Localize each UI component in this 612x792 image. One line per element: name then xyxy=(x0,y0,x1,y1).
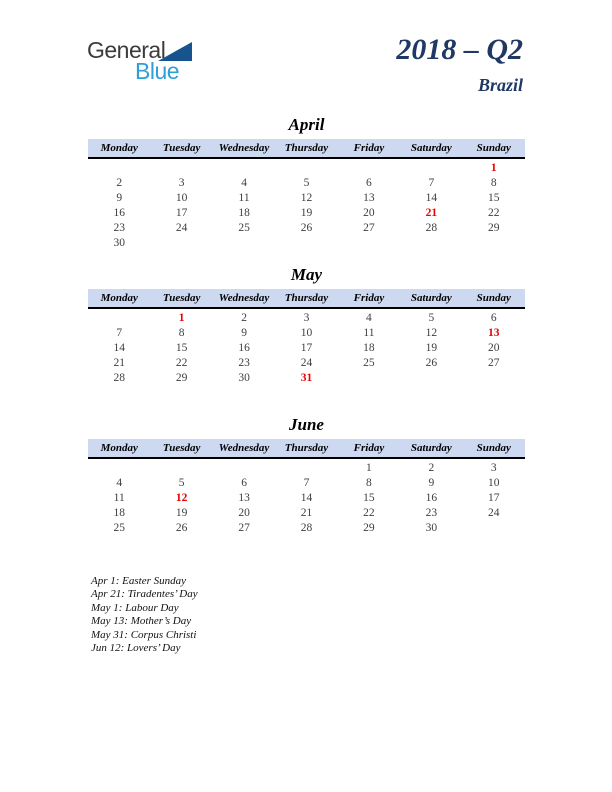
week-row xyxy=(88,161,525,176)
date-cell: 5 xyxy=(303,177,310,189)
date-cell: 25 xyxy=(363,357,375,369)
date-cell: 7 xyxy=(303,477,310,489)
date-cell: 2 xyxy=(116,177,123,189)
date-cell: 11 xyxy=(363,327,375,339)
date-cell: 22 xyxy=(175,357,188,369)
day-header-thursday: Thursday xyxy=(284,442,329,454)
date-cell: 27 xyxy=(488,357,500,369)
date-cell: 14 xyxy=(300,492,313,504)
date-cell-holiday: 21 xyxy=(425,207,438,219)
day-header-saturday: Saturday xyxy=(410,442,452,454)
date-cell: 4 xyxy=(116,477,123,489)
date-cell-empty xyxy=(275,236,337,251)
month-april xyxy=(88,114,525,251)
date-cell: 21 xyxy=(300,507,313,519)
date-cell-empty xyxy=(213,236,275,251)
day-header-row xyxy=(88,139,525,159)
date-cell: 29 xyxy=(175,372,188,384)
logo-text-blue: Blue xyxy=(135,58,180,84)
date-cell-empty xyxy=(150,461,212,476)
date-cell: 29 xyxy=(363,522,375,534)
date-cell: 2 xyxy=(428,462,435,474)
date-cell-empty xyxy=(213,161,275,176)
holiday-note: May 31: Corpus Christi xyxy=(91,628,197,641)
date-cell: 15 xyxy=(175,342,188,354)
day-header-sunday: Sunday xyxy=(476,292,511,304)
week-row xyxy=(88,371,525,386)
day-header-monday: Monday xyxy=(100,442,138,454)
holiday-note: Apr 21: Tiradentes’ Day xyxy=(91,588,198,601)
date-cell: 11 xyxy=(238,192,250,204)
date-cell: 8 xyxy=(366,477,372,489)
month-title: April xyxy=(288,115,325,134)
page-subtitle-country: Brazil xyxy=(477,75,523,95)
date-cell: 3 xyxy=(490,462,497,474)
week-row xyxy=(88,341,525,356)
day-header-thursday: Thursday xyxy=(284,292,329,304)
date-cell-empty xyxy=(88,311,150,326)
date-cell: 16 xyxy=(238,342,250,354)
date-cell-empty xyxy=(400,371,462,386)
date-cell: 22 xyxy=(488,207,500,219)
day-header-wednesday: Wednesday xyxy=(218,442,270,454)
holiday-note: Jun 12: Lovers’ Day xyxy=(91,642,181,655)
day-header-saturday: Saturday xyxy=(410,292,452,304)
date-cell: 15 xyxy=(363,492,375,504)
date-cell: 28 xyxy=(425,222,438,234)
date-cell-empty xyxy=(150,236,212,251)
date-cell: 25 xyxy=(238,222,250,234)
date-cell: 28 xyxy=(300,522,313,534)
date-grid xyxy=(88,161,525,251)
date-cell: 26 xyxy=(175,522,188,534)
date-cell: 22 xyxy=(363,507,375,519)
month-title: June xyxy=(289,415,324,434)
date-cell: 30 xyxy=(425,522,438,534)
week-row xyxy=(88,506,525,521)
date-cell-empty xyxy=(338,236,400,251)
date-cell: 13 xyxy=(238,492,250,504)
date-cell: 4 xyxy=(366,312,372,324)
date-cell: 5 xyxy=(178,477,185,489)
date-cell: 29 xyxy=(488,222,500,234)
week-row xyxy=(88,191,525,206)
date-cell: 3 xyxy=(303,312,310,324)
date-cell-empty xyxy=(88,461,150,476)
date-cell: 16 xyxy=(113,207,125,219)
date-cell: 17 xyxy=(175,207,188,219)
date-cell: 18 xyxy=(113,507,125,519)
date-cell-empty xyxy=(463,521,525,536)
week-row xyxy=(88,491,525,506)
date-cell: 23 xyxy=(113,222,125,234)
date-cell-empty xyxy=(150,161,212,176)
date-cell-holiday: 13 xyxy=(488,327,500,339)
date-cell: 10 xyxy=(488,477,500,489)
day-header-friday: Friday xyxy=(353,442,385,454)
date-cell: 18 xyxy=(363,342,375,354)
date-cell-empty xyxy=(213,461,275,476)
date-cell: 2 xyxy=(241,312,247,324)
date-cell: 19 xyxy=(175,507,188,519)
date-cell: 7 xyxy=(116,327,123,339)
date-cell: 11 xyxy=(113,492,125,504)
holiday-note: Apr 1: Easter Sunday xyxy=(91,575,187,587)
date-cell: 26 xyxy=(300,222,313,234)
date-cell: 5 xyxy=(428,312,435,324)
week-row xyxy=(88,356,525,371)
date-cell: 20 xyxy=(238,507,250,519)
day-header-row xyxy=(88,289,525,309)
date-cell: 20 xyxy=(488,342,500,354)
date-cell: 18 xyxy=(238,207,250,219)
day-header-tuesday: Tuesday xyxy=(162,142,201,154)
date-cell: 19 xyxy=(425,342,438,354)
day-header-row xyxy=(88,439,525,459)
holiday-note: May 1: Labour Day xyxy=(91,601,179,614)
date-cell: 10 xyxy=(300,327,313,339)
date-cell: 24 xyxy=(300,357,313,369)
date-cell: 15 xyxy=(488,192,500,204)
week-row xyxy=(88,461,525,476)
date-cell-holiday: 31 xyxy=(300,372,313,384)
month-title: May xyxy=(290,265,323,284)
date-cell: 19 xyxy=(300,207,313,219)
date-cell-empty xyxy=(400,161,462,176)
date-cell-holiday: 1 xyxy=(178,312,185,324)
date-cell-empty xyxy=(400,236,462,251)
date-cell: 9 xyxy=(241,327,247,339)
week-row xyxy=(88,221,525,236)
date-cell: 6 xyxy=(490,312,497,324)
date-cell: 6 xyxy=(366,177,372,189)
date-cell: 25 xyxy=(113,522,125,534)
month-may xyxy=(88,264,525,386)
date-cell-empty xyxy=(275,161,337,176)
logo-text-general: General xyxy=(87,37,166,63)
date-grid xyxy=(88,461,525,536)
date-cell: 16 xyxy=(425,492,438,504)
general-blue-logo xyxy=(87,38,207,86)
week-row xyxy=(88,236,525,251)
holiday-list xyxy=(91,575,198,655)
date-grid xyxy=(88,311,525,386)
day-header-tuesday: Tuesday xyxy=(162,442,201,454)
date-cell: 13 xyxy=(363,192,375,204)
date-cell-empty xyxy=(88,161,150,176)
week-row xyxy=(88,476,525,491)
day-header-wednesday: Wednesday xyxy=(218,292,270,304)
month-june xyxy=(88,414,525,536)
date-cell: 8 xyxy=(178,327,185,339)
week-row xyxy=(88,206,525,221)
date-cell: 17 xyxy=(488,492,500,504)
week-row xyxy=(88,176,525,191)
date-cell: 21 xyxy=(113,357,125,369)
date-cell: 8 xyxy=(490,177,497,189)
date-cell: 17 xyxy=(300,342,313,354)
date-cell: 30 xyxy=(238,372,250,384)
day-header-monday: Monday xyxy=(100,292,138,304)
date-cell: 28 xyxy=(113,372,125,384)
date-cell: 24 xyxy=(175,222,188,234)
date-cell: 6 xyxy=(241,477,247,489)
date-cell: 24 xyxy=(488,507,500,519)
day-header-sunday: Sunday xyxy=(476,142,511,154)
day-header-sunday: Sunday xyxy=(476,442,511,454)
date-cell: 14 xyxy=(425,192,438,204)
day-header-saturday: Saturday xyxy=(410,142,452,154)
date-cell-empty xyxy=(338,371,400,386)
date-cell: 27 xyxy=(363,222,375,234)
date-cell: 23 xyxy=(238,357,250,369)
page-title: 2018 – Q2 xyxy=(396,33,523,66)
date-cell: 12 xyxy=(425,327,438,339)
date-cell: 26 xyxy=(425,357,438,369)
date-cell: 23 xyxy=(425,507,438,519)
date-cell: 27 xyxy=(238,522,250,534)
date-cell: 20 xyxy=(363,207,375,219)
date-cell-holiday: 12 xyxy=(175,492,188,504)
date-cell: 10 xyxy=(175,192,188,204)
date-cell: 4 xyxy=(241,177,247,189)
holiday-note: May 13: Mother’s Day xyxy=(91,615,192,628)
day-header-friday: Friday xyxy=(353,292,385,304)
day-header-monday: Monday xyxy=(100,142,138,154)
day-header-tuesday: Tuesday xyxy=(162,292,201,304)
week-row xyxy=(88,521,525,536)
week-row xyxy=(88,311,525,326)
day-header-friday: Friday xyxy=(353,142,385,154)
date-cell: 12 xyxy=(300,192,313,204)
date-cell-empty xyxy=(338,161,400,176)
day-header-thursday: Thursday xyxy=(284,142,329,154)
date-cell: 7 xyxy=(428,177,435,189)
date-cell-empty xyxy=(275,461,337,476)
date-cell: 9 xyxy=(116,192,123,204)
date-cell: 14 xyxy=(113,342,125,354)
date-cell: 1 xyxy=(366,462,372,474)
date-cell: 9 xyxy=(428,477,435,489)
date-cell-holiday: 1 xyxy=(490,162,497,174)
date-cell: 3 xyxy=(178,177,185,189)
day-header-wednesday: Wednesday xyxy=(218,142,270,154)
date-cell-empty xyxy=(463,371,525,386)
week-row xyxy=(88,326,525,341)
date-cell-empty xyxy=(463,236,525,251)
date-cell: 30 xyxy=(113,237,125,249)
